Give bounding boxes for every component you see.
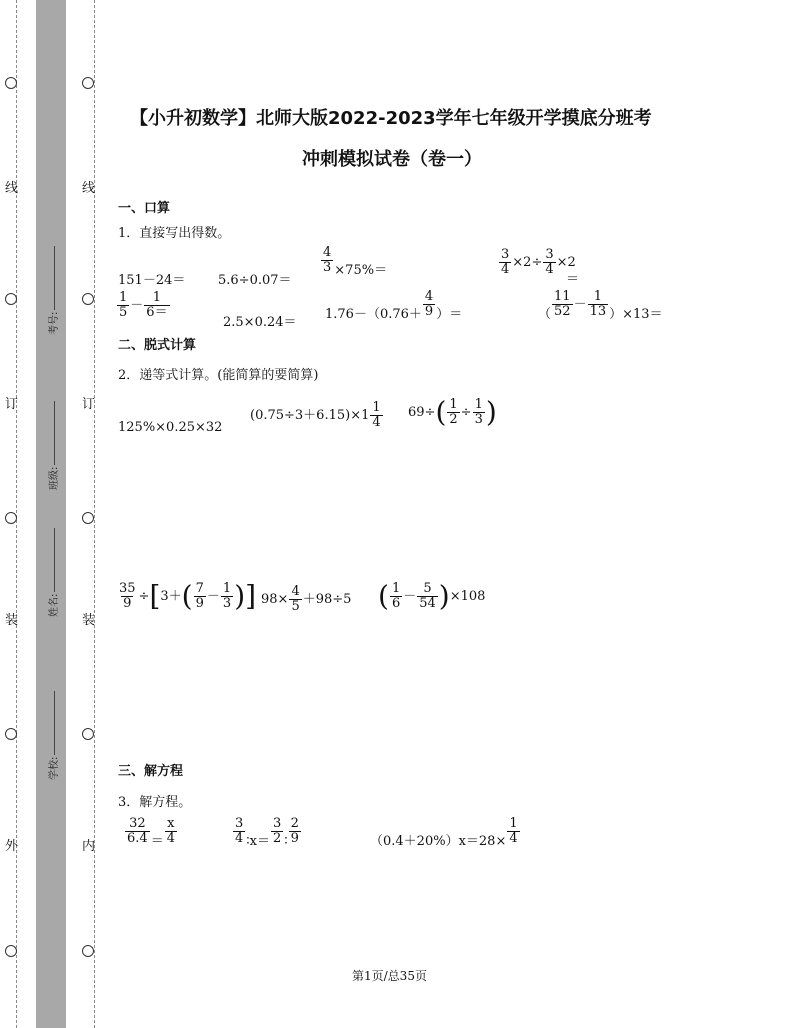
binding-hole: [82, 512, 94, 524]
name-blank: [54, 528, 55, 592]
fraction: $\frac{4}{9}$: [424, 289, 434, 319]
fraction: $\frac{4}{5}$: [291, 584, 300, 614]
margin-mark-ding-outer: 订: [5, 397, 19, 412]
problem-2-1: 125%×0.25×32: [118, 420, 223, 435]
binding-hole: [82, 728, 94, 740]
problem-1-4-equals: ＝: [566, 272, 580, 287]
fraction: $\frac{1}{6=}$: [146, 290, 168, 320]
fraction: $\frac{3}{4}$: [545, 247, 554, 277]
fraction: $\frac{4}{3}$: [323, 245, 332, 275]
fraction: $\frac{32}{6.4}$: [127, 816, 148, 846]
margin-mark-xian-outer: 线: [5, 181, 19, 196]
school-blank: [54, 691, 55, 755]
page-footer: 第1页/总35页: [352, 969, 427, 983]
section-heading-oral: 一、口算: [118, 201, 171, 216]
fraction: $\frac{1}{13}$: [589, 289, 607, 319]
fraction: $\frac{1}{3}$: [222, 581, 232, 611]
binding-hole: [5, 77, 17, 89]
binding-hole: [82, 77, 94, 89]
binding-hole: [5, 293, 17, 305]
fraction: $\frac{1}{2}$: [449, 397, 458, 427]
problem-1-2: 5.6÷0.07＝: [218, 273, 292, 288]
problem-1-5: $\frac{1}{5}$ － $\frac{1}{6=}$: [119, 290, 168, 320]
fraction: $\frac{x}{4}$: [166, 816, 175, 846]
binding-hole: [82, 293, 94, 305]
problem-2-5: 98× $\frac{4}{5}$ ＋98÷5: [261, 584, 352, 614]
fraction: $\frac{11}{52}$: [554, 289, 571, 319]
problem-2-2: (0.75÷3＋6.15)×1 $\frac{1}{4}$: [250, 400, 381, 430]
problem-1-8: （ $\frac{11}{52}$ － $\frac{1}{13}$ ）×13＝: [538, 289, 663, 322]
margin-mark-wai: 外: [5, 839, 19, 854]
fraction: $\frac{3}{4}$: [235, 816, 244, 846]
equation-3-2: $\frac{3}{4}$ ∶x＝ $\frac{3}{2}$ ∶ $\frac{2}{9}$: [235, 816, 299, 849]
exam-number-blank: [54, 246, 55, 310]
class-field: [45, 401, 60, 490]
name-label: 姓名:: [49, 593, 60, 617]
margin-mark-zhuang-inner: 装: [82, 613, 96, 628]
question-2: 2．递等式计算。(能简算的要简算): [118, 368, 319, 383]
name-field: [45, 528, 60, 617]
page-subtitle: 冲刺模拟试卷（卷一）: [302, 149, 482, 170]
problem-2-4: $\frac{35}{9}$ ÷[3＋( $\frac{7}{9}$ － $\frac{1}{3}$ )]: [119, 579, 257, 613]
page-title: 【小升初数学】北师大版2022-2023学年七年级开学摸底分班考: [130, 108, 652, 129]
fraction: $\frac{5}{54}$: [419, 581, 436, 611]
problem-1-4: $\frac{3}{4}$ ×2÷ $\frac{3}{4}$ ×2: [501, 247, 576, 277]
exam-number-label: 考号:: [49, 311, 60, 335]
binding-hole: [5, 945, 17, 957]
fraction: $\frac{1}{4}$: [372, 400, 381, 430]
fraction: $\frac{1}{4}$: [509, 816, 518, 846]
margin-mark-zhuang-outer: 装: [5, 613, 19, 628]
problem-1-1: 151－24＝: [118, 273, 186, 288]
question-1: 1．直接写出得数。: [118, 226, 231, 241]
section-heading-equation: 三、解方程: [118, 764, 184, 779]
problem-1-3: $\frac{4}{3}$ ×75%＝: [323, 245, 388, 278]
fraction: $\frac{35}{9}$: [119, 581, 136, 611]
problem-1-7: 1.76－（0.76＋ $\frac{4}{9}$ ）＝: [325, 289, 463, 322]
fraction: $\frac{1}{3}$: [474, 397, 483, 427]
fraction: $\frac{3}{4}$: [501, 247, 510, 277]
class-blank: [54, 401, 55, 465]
inner-dashed-line: [94, 0, 95, 1028]
class-label: 班级:: [49, 466, 60, 490]
exam-number-field: [45, 246, 60, 335]
problem-2-6: ( $\frac{1}{6}$ － $\frac{5}{54}$ )×108: [378, 579, 486, 613]
fraction: $\frac{1}{5}$: [119, 290, 128, 320]
equation-3-3: （0.4＋20%）x＝28× $\frac{1}{4}$: [370, 816, 518, 849]
question-3: 3．解方程。: [118, 795, 192, 810]
problem-2-3: 69÷( $\frac{1}{2}$ ÷ $\frac{1}{3}$ ): [408, 395, 497, 429]
problem-1-6: 2.5×0.24＝: [223, 315, 297, 330]
binding-hole: [5, 728, 17, 740]
binding-hole: [82, 945, 94, 957]
binding-hole: [5, 512, 17, 524]
binding-strip: [36, 0, 66, 1028]
fraction: $\frac{7}{9}$: [195, 581, 204, 611]
section-heading-calc: 二、脱式计算: [118, 338, 197, 353]
fraction: $\frac{1}{6}$: [391, 581, 401, 611]
fraction: $\frac{2}{9}$: [290, 816, 299, 846]
fraction: $\frac{3}{2}$: [273, 816, 282, 846]
margin-mark-nei: 内: [82, 839, 96, 854]
margin-mark-xian-inner: 线: [82, 181, 96, 196]
school-label: 学校:: [49, 756, 60, 780]
equation-3-1: $\frac{32}{6.4}$ ＝ $\frac{x}{4}$: [127, 816, 175, 849]
margin-mark-ding-inner: 订: [82, 397, 96, 412]
school-field: [45, 691, 60, 780]
